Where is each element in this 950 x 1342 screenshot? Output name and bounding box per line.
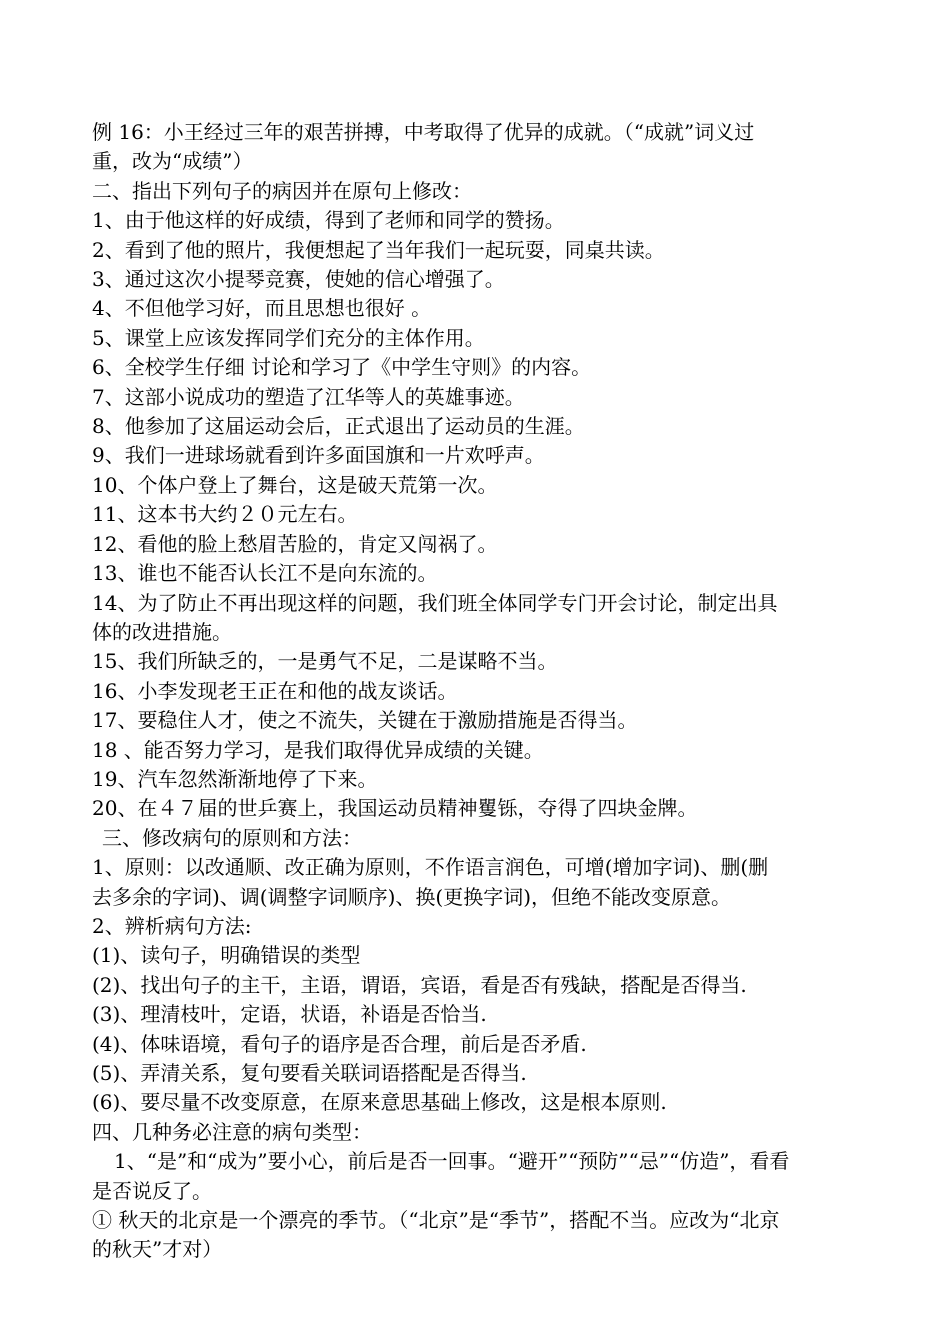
sentence-17: 17、要稳住人才，使之不流失，关键在于激励措施是否得当。	[92, 708, 638, 733]
sentence-8: 8、他参加了这届运动会后，正式退出了运动员的生涯。	[92, 414, 585, 439]
sentence-14-line1: 14、为了防止不再出现这样的问题，我们班全体同学专门开会讨论，制定出具	[92, 590, 778, 615]
section-four-heading: 四、几种务必注意的病句类型：	[92, 1119, 372, 1144]
type-1-line2: 是否说反了。	[92, 1178, 212, 1203]
sentence-7: 7、这部小说成功的塑造了江华等人的英雄事迹。	[92, 384, 525, 409]
sentence-2: 2、看到了他的照片，我便想起了当年我们一起玩耍，同桌共读。	[92, 237, 665, 262]
method-heading: 2、辨析病句方法:	[92, 913, 252, 938]
sentence-12: 12、看他的脸上愁眉苦脸的，肯定又闯祸了。	[92, 531, 498, 556]
section-three-heading: 三、修改病句的原则和方法：	[102, 825, 362, 850]
sentence-20: 20、在４７届的世乒赛上，我国运动员精神矍铄，夺得了四块金牌。	[92, 796, 698, 821]
method-3: (3)、理清枝叶，定语，状语，补语是否恰当.	[92, 1002, 487, 1027]
principle-line2: 去多余的字词)、调(调整字词顺序)、换(更换字词)，但绝不能改变原意。	[92, 884, 732, 909]
method-1: (1)、读句子，明确错误的类型	[92, 943, 361, 968]
method-2: (2)、找出句子的主干，主语，谓语，宾语，看是否有残缺，搭配是否得当.	[92, 972, 747, 997]
method-5: (5)、弄清关系，复句要看关联词语搭配是否得当.	[92, 1061, 527, 1085]
example-16-line2: 重，改为“成绩”）	[92, 149, 253, 174]
section-two-heading: 二、指出下列句子的病因并在原句上修改：	[92, 178, 472, 203]
sentence-13: 13、谁也不能否认长江不是向东流的。	[92, 561, 438, 586]
sentence-10: 10、个体户登上了舞台，这是破天荒第一次。	[92, 472, 498, 497]
example-16-line1: 例 16：小王经过三年的艰苦拼搏，中考取得了优异的成就。（“成就”词义过	[92, 120, 755, 144]
sentence-4: 4、不但他学习好，而且思想也很好 。	[92, 296, 432, 321]
type-1-line1: 1、“是”和“成为”要小心，前后是否一回事。“避开”“预防”“忌”“仿造”，看看	[114, 1149, 790, 1174]
sentence-9: 9、我们一进球场就看到许多面国旗和一片欢呼声。	[92, 443, 545, 468]
method-6: (6)、要尽量不改变原意，在原来意思基础上修改，这是根本原则.	[92, 1090, 667, 1115]
sentence-15: 15、我们所缺乏的，一是勇气不足，二是谋略不当。	[92, 649, 558, 674]
sentence-11: 11、这本书大约２０元左右。	[92, 502, 358, 527]
principle-line1: 1、原则：以改通顺、改正确为原则，不作语言润色，可增(增加字词)、删(删	[92, 855, 769, 880]
sentence-6: 6、全校学生仔细 讨论和学习了《中学生守则》的内容。	[92, 355, 592, 380]
sentence-5: 5、课堂上应该发挥同学们充分的主体作用。	[92, 325, 485, 350]
document-body	[92, 118, 867, 1265]
method-4: (4)、体味语境，看句子的语序是否合理，前后是否矛盾.	[92, 1031, 587, 1056]
sentence-16: 16、小李发现老王正在和他的战友谈话。	[92, 678, 458, 703]
sentence-14-line2: 体的改进措施。	[92, 619, 232, 644]
example-1-line2: 的秋天”才对）	[92, 1237, 223, 1262]
sentence-3: 3、通过这次小提琴竞赛，使她的信心增强了。	[92, 267, 505, 292]
sentence-1: 1、由于他这样的好成绩，得到了老师和同学的赞扬。	[92, 208, 565, 233]
sentence-18: 18 、能否努力学习，是我们取得优异成绩的关键。	[92, 737, 544, 762]
sentence-19: 19、汽车忽然渐渐地停了下来。	[92, 766, 378, 791]
example-1-line1: ① 秋天的北京是一个漂亮的季节。（“北京”是“季节”，搭配不当。应改为“北京	[92, 1208, 780, 1233]
